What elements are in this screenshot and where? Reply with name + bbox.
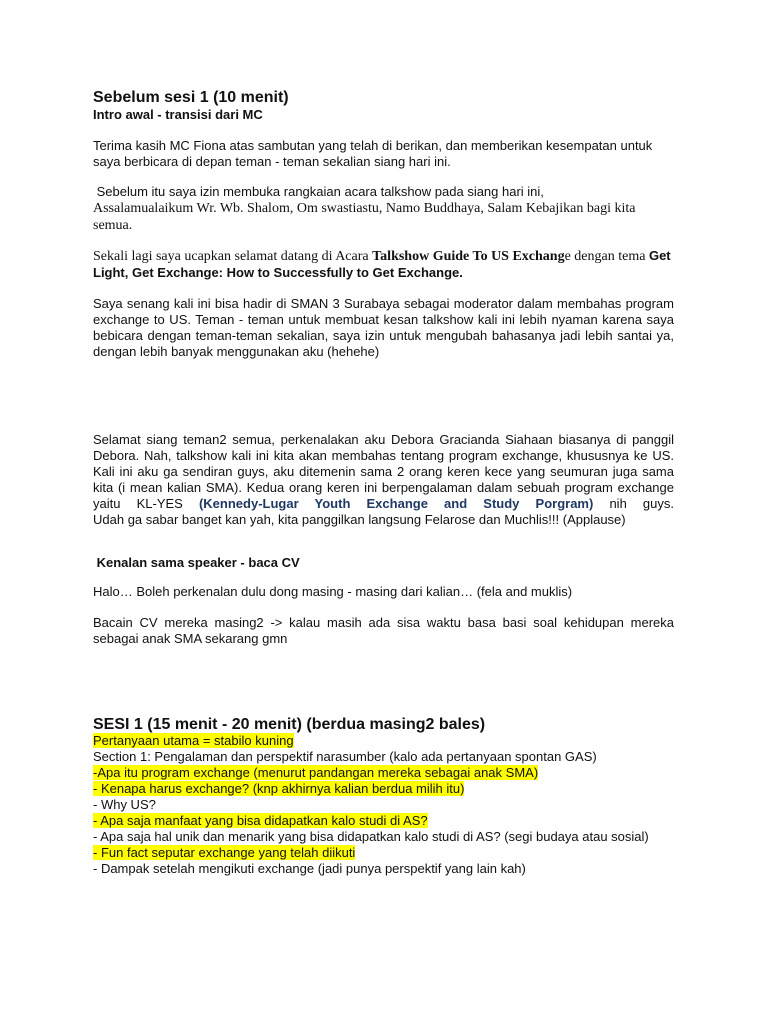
highlighted-question-line: [93, 733, 674, 749]
opening-line: Sebelum itu saya izin membuka rangkaian acara talkshow pada siang hari ini,: [93, 184, 544, 199]
paragraph-opening: [93, 184, 674, 234]
question-text: - Why US?: [93, 797, 156, 812]
question-text: -Apa itu program exchange (menurut pandangan mereka sebagai anak SMA): [93, 765, 539, 780]
paragraph-thanks-mc: Terima kasih MC Fiona atas sambutan yang telah di berikan, dan memberikan kesempatan untuk saya berbicara di depan teman - teman sekalian siang hari ini.: [93, 138, 653, 169]
question-text: - Kenapa harus exchange? (knp akhirnya kalian berdua milih itu): [93, 781, 465, 796]
question-text: Pertanyaan utama = stabilo kuning: [93, 733, 294, 748]
paragraph-moderator: Saya senang kali ini bisa hadir di SMAN 3 Surabaya sebagai moderator dalam membahas program exchange to US. Teman - teman untuk membuat kesan talkshow kali ini lebih nyaman karena saya bebicara dengan teman-teman sekalian, saya izin untuk mengubah bahasanya jadi lebih santai ya, dengan lebih banyak menggunakan aku (hehehe): [93, 296, 674, 359]
question-line: [93, 829, 674, 845]
paragraph-welcome: [93, 248, 674, 281]
program-name: (Kennedy-Lugar Youth Exchange and Study Porgram): [198, 496, 594, 511]
highlighted-question-line: [93, 813, 674, 829]
welcome-text-2: e dengan tema: [564, 249, 649, 264]
question-line: [93, 861, 674, 877]
question-line: [93, 749, 674, 765]
introduction-last-line: Udah ga sabar banget kan yah, kita panggilkan langsung Felarose dan Muchlis!!! (Applause): [93, 512, 626, 527]
subtitle-intro: Intro awal - transisi dari MC: [93, 107, 263, 122]
introduction-text: [93, 432, 674, 512]
question-text: - Dampak setelah mengikuti exchange (jadi punya perspektif yang lain kah): [93, 861, 526, 876]
section-title-session-1: SESI 1 (15 menit - 20 menit) (berdua masing2 bales): [93, 716, 486, 733]
question-text: Section 1: Pengalaman dan perspektif narasumber (kalo ada pertanyaan spontan GAS): [93, 749, 597, 764]
subtitle-speaker: [93, 555, 674, 571]
session-1-question-list: [93, 733, 674, 877]
question-line: [93, 797, 674, 813]
paragraph-introduction: [93, 432, 674, 528]
event-name: Talkshow Guide To US Exchang: [372, 249, 565, 264]
welcome-text: Sekali lagi saya ucapkan selamat datang di Acara: [93, 249, 373, 264]
question-text: - Fun fact seputar exchange yang telah diikuti: [93, 845, 356, 860]
introduction-body: Selamat siang teman2 semua, perkenalakan aku Debora Gracianda Siahaan biasanya di panggil Debora. Nah, talkshow kali ini kita akan membahas tentang program exchange, khususnya ke US. Kali ini aku ga sendiran guys, aku ditemenin sama 2 orang keren kece yang seumuran juga sama kita (i mean kalian SMA). Kedua orang keren ini berpengalaman dalam sebuah program exchange yaitu KL-YES: [93, 432, 674, 511]
section-title-before-session-1: Sebelum sesi 1 (10 menit): [93, 89, 289, 106]
highlighted-question-line: [93, 765, 674, 781]
paragraph-hello: Halo… Boleh perkenalan dulu dong masing - masing dari kalian… (fela and muklis): [93, 584, 573, 599]
question-text: - Apa saja manfaat yang bisa didapatkan kalo studi di AS?: [93, 813, 428, 828]
introduction-tail: nih guys.: [593, 496, 674, 511]
highlighted-question-line: [93, 781, 674, 797]
highlighted-question-line: [93, 845, 674, 861]
greetings-line: Assalamualaikum Wr. Wb. Shalom, Om swastiastu, Namo Buddhaya, Salam Kebajikan bagi kita semua.: [93, 201, 636, 233]
question-text: - Apa saja hal unik dan menarik yang bisa didapatkan kalo studi di AS? (segi budaya atau sosial): [93, 829, 649, 844]
paragraph-read-cv: Bacain CV mereka masing2 -> kalau masih ada sisa waktu basa basi soal kehidupan mereka sebagai anak SMA sekarang gmn: [93, 615, 674, 646]
event-theme: Get Light, Get Exchange: How to Successfully to Get Exchange.: [93, 248, 671, 280]
subtitle-speaker-text: Kenalan sama speaker - baca CV: [96, 555, 300, 570]
